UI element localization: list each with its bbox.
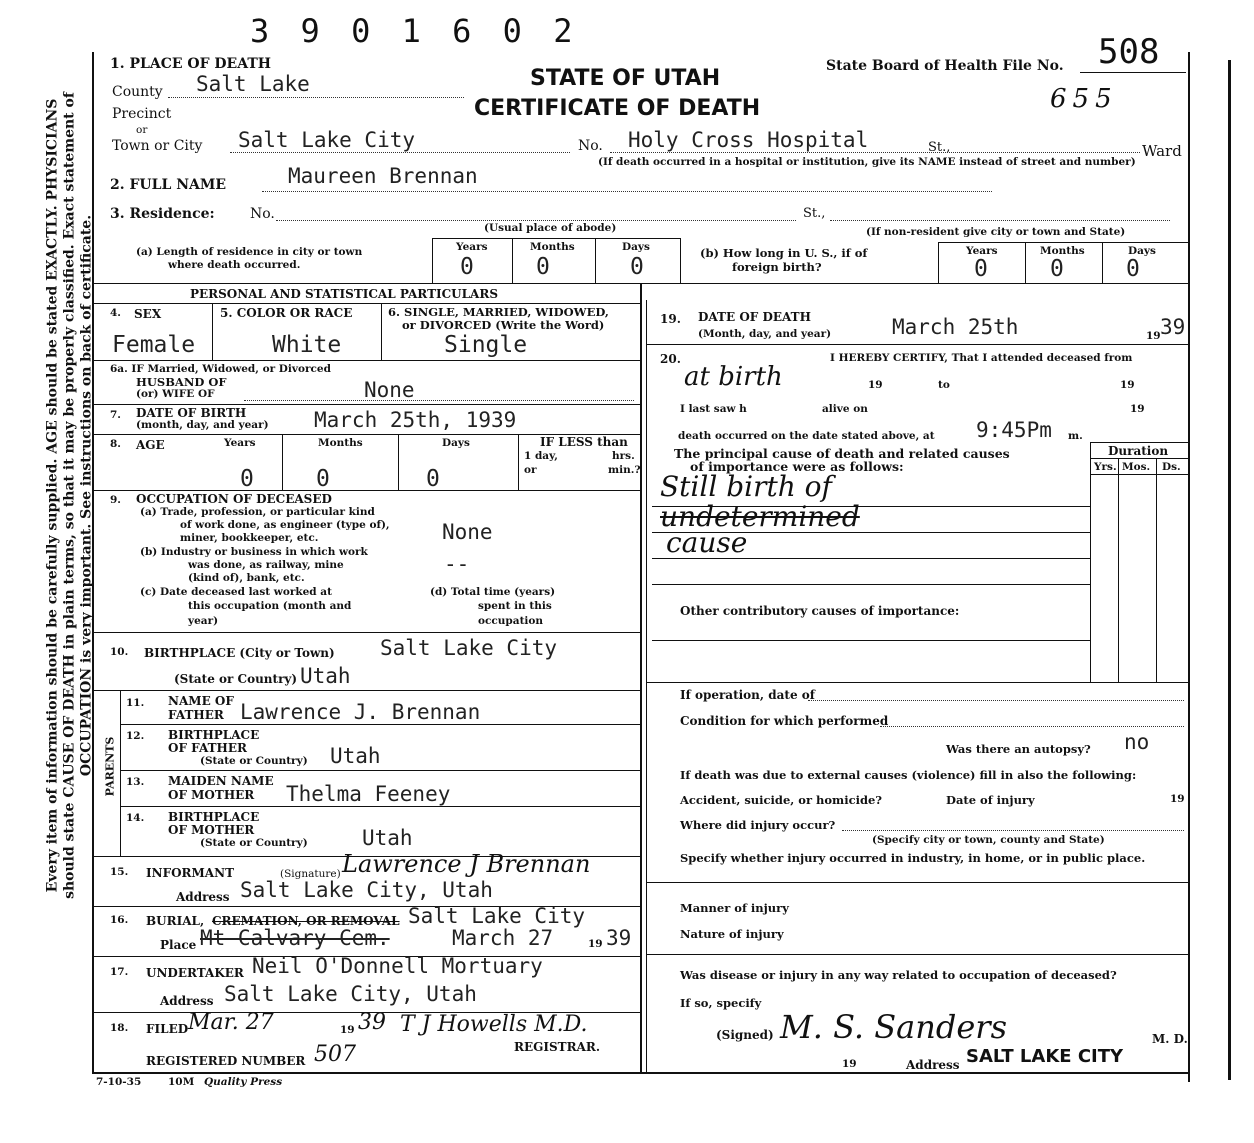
parents-label: PARENTS <box>103 736 117 797</box>
occ-b2: was done, as railway, mine <box>188 559 344 571</box>
other-causes: Other contributory causes of importance: <box>680 604 960 618</box>
certify-text: I HEREBY CERTIFY, That I attended deceased from <box>830 352 1133 364</box>
us-label-a: (b) How long in U. S., if of <box>700 246 868 260</box>
operation: If operation, date of <box>680 688 815 702</box>
less-label-a: IF LESS than <box>540 435 628 449</box>
undertaker-address-label: Address <box>160 994 214 1008</box>
county-value: Salt Lake <box>196 72 310 96</box>
num-7: 7. <box>110 409 121 421</box>
autopsy-value: no <box>1124 730 1150 754</box>
occ-a1: (a) Trade, profession, or particular kind <box>140 506 375 518</box>
or-label: or <box>136 124 148 136</box>
cause-2: undetermined <box>660 500 860 533</box>
num-4: 4. <box>110 307 121 319</box>
occ-c3: year) <box>188 615 219 627</box>
res-months-label: Months <box>530 241 575 253</box>
dob-label-b: (month, day, and year) <box>136 419 269 431</box>
mother-label-a: MAIDEN NAME <box>168 774 274 788</box>
md-label: M. D. <box>1152 1032 1188 1046</box>
occ-label: OCCUPATION OF DECEASED <box>136 492 332 506</box>
color-value: White <box>272 332 342 358</box>
where-injury: Where did injury occur? <box>680 818 836 832</box>
doc-subtitle: CERTIFICATE OF DEATH <box>474 96 761 121</box>
occ-d1: (d) Total time (years) <box>430 586 556 598</box>
res-days: 0 <box>630 254 644 280</box>
occ-d3: occupation <box>478 615 544 627</box>
registrar-label: REGISTRAR. <box>514 1040 601 1054</box>
occ-a-value: None <box>442 520 493 544</box>
nature: Nature of injury <box>680 927 784 941</box>
footer-code: 7-10-35 <box>96 1076 142 1088</box>
us-days: 0 <box>1126 256 1140 282</box>
full-name-label: 2. FULL NAME <box>110 177 227 193</box>
less-label-b: 1 day, <box>524 450 558 462</box>
side-instructions: Every item of information should be carefully supplied. AGE should be stated EXACTLY. PHYSICIANS should state CAUSE OF DEATH in plain terms, so that it may be properly classified. Exact statement of OCCUPATION is very important. See instructions on back of certificate. <box>44 92 95 899</box>
informant-label: INFORMANT <box>146 866 235 880</box>
spouse-label-b: HUSBAND OF <box>136 375 227 389</box>
full-name-value: Maureen Brennan <box>288 164 478 188</box>
if-so: If so, specify <box>680 996 762 1010</box>
color-label: 5. COLOR OR RACE <box>220 306 353 320</box>
precinct-label: Precinct <box>112 106 172 122</box>
manner: Manner of injury <box>680 901 789 915</box>
birthplace-state-label: (State or Country) <box>174 672 298 686</box>
duration-yrs: Yrs. <box>1094 461 1117 473</box>
scan-edge <box>1228 60 1231 1080</box>
autopsy-label: Was there an autopsy? <box>946 742 1091 756</box>
physician-signature: M. S. Sanders <box>780 1008 1007 1046</box>
num-19: 19. <box>660 312 681 326</box>
county-label: County <box>112 84 163 100</box>
burial-place: Salt Lake City <box>408 904 586 928</box>
death-stmt: death occurred on the date stated above, at <box>678 430 935 442</box>
occ-c1: (c) Date deceased last worked at <box>140 586 332 598</box>
father-label-b: FATHER <box>168 708 224 722</box>
frame-right <box>1188 52 1190 1082</box>
num-11: 11. <box>126 697 145 709</box>
death-date: March 25th <box>892 315 1019 339</box>
informant-address-label: Address <box>176 890 230 904</box>
age-years: 0 <box>240 466 254 492</box>
fbirth-label-b: OF FATHER <box>168 741 248 755</box>
mbirth-label-b: OF MOTHER <box>168 823 255 837</box>
death-year-prefix: 19 <box>1146 330 1161 342</box>
fbirth-label-a: BIRTHPLACE <box>168 728 260 742</box>
birthplace-city: Salt Lake City <box>380 636 558 660</box>
num-13: 13. <box>126 776 145 788</box>
undertaker-label: UNDERTAKER <box>146 966 244 980</box>
occ-a2: of work done, as engineer (type of), <box>180 519 390 531</box>
footer-press: Quality Press <box>204 1076 283 1088</box>
num-8: 8. <box>110 438 121 450</box>
father-value: Lawrence J. Brennan <box>240 700 481 724</box>
mbirth-label-a: BIRTHPLACE <box>168 810 260 824</box>
town-value: Salt Lake City <box>238 128 416 152</box>
age-months-label: Months <box>318 437 363 449</box>
spouse-label-c: (or) WIFE OF <box>136 388 215 400</box>
occ-b3: (kind of), bank, etc. <box>188 572 305 584</box>
condition: Condition for which performed <box>680 714 889 728</box>
us-label-b: foreign birth? <box>732 260 822 274</box>
injury-19: 19 <box>1170 793 1185 805</box>
place-note: (If death occurred in a hospital or institution, give its NAME instead of street and number) <box>598 156 1136 168</box>
burial-year-prefix: 19 <box>588 938 603 950</box>
num-12: 12. <box>126 730 145 742</box>
occ-a3: miner, bookkeeper, etc. <box>180 532 319 544</box>
num-14: 14. <box>126 812 145 824</box>
time-suffix: m. <box>1068 430 1083 442</box>
length-label-b: where death occurred. <box>168 259 301 271</box>
death-year: 39 <box>1160 315 1186 339</box>
certificate-number: 3 9 0 1 6 0 2 <box>250 12 579 50</box>
burial-struck: CREMATION, OR REMOVAL <box>212 914 400 928</box>
usual-note: (Usual place of abode) <box>484 222 617 234</box>
institution-value: Holy Cross Hospital <box>628 128 869 152</box>
res-years: 0 <box>460 254 474 280</box>
accident: Accident, suicide, or homicide? <box>680 793 883 807</box>
footer-qty: 10M <box>168 1076 195 1088</box>
place-label: Place <box>160 938 197 952</box>
spouse-label-a: 6a. IF Married, Widowed, or Divorced <box>110 363 331 375</box>
burial-cemetery: Mt Calvary Cem. <box>200 926 390 950</box>
res-months: 0 <box>536 254 550 280</box>
marital-label-a: 6. SINGLE, MARRIED, WIDOWED, <box>388 305 609 319</box>
date-injury: Date of injury <box>946 793 1035 807</box>
ward-label: Ward <box>1142 142 1182 160</box>
dob-value: March 25th, 1939 <box>314 408 517 432</box>
file-no-handwritten: 655 <box>1050 84 1118 114</box>
res-days-label: Days <box>622 241 650 253</box>
registrar-signature: T J Howells M.D. <box>400 1012 588 1037</box>
us-years: 0 <box>974 256 988 282</box>
num-16: 16. <box>110 914 129 926</box>
us-years-label: Years <box>966 245 998 257</box>
mbirth-label-c: (State or Country) <box>200 837 308 849</box>
num-20: 20. <box>660 352 681 366</box>
burial-label: BURIAL, <box>146 914 205 928</box>
occupation-q: Was disease or injury in any way related to occupation of deceased? <box>680 968 1117 982</box>
residence-label: 3. Residence: <box>110 206 215 222</box>
num-10: 10. <box>110 646 129 658</box>
occ-d2: spent in this <box>478 600 552 612</box>
principal-b: of importance were as follows: <box>690 459 904 474</box>
burial-date: March 27 <box>452 926 554 950</box>
cause-1: Still birth of <box>660 470 832 503</box>
less-label-d: or <box>524 464 537 476</box>
mother-value: Thelma Feeney <box>286 782 451 806</box>
occ-c2: this occupation (month and <box>188 600 352 612</box>
signature-label: (Signature) <box>280 868 341 880</box>
principal-a: The principal cause of death and related causes <box>674 446 1010 461</box>
external: If death was due to external causes (violence) fill in also the following: <box>680 768 1137 782</box>
burial-year: 39 <box>606 926 632 950</box>
attended-from: at birth <box>684 362 783 392</box>
attend-19b: 19 <box>1120 379 1135 391</box>
us-days-label: Days <box>1128 245 1156 257</box>
lastsaw-19: 19 <box>1130 403 1145 415</box>
father-birthplace: Utah <box>330 744 381 768</box>
st-label: St., <box>928 140 951 155</box>
cause-3: cause <box>666 526 748 559</box>
duration-label: Duration <box>1108 444 1169 458</box>
age-label: AGE <box>136 438 165 452</box>
father-label-a: NAME OF <box>168 694 234 708</box>
marital-label-b: or DIVORCED (Write the Word) <box>402 318 605 332</box>
attend-to: to <box>938 379 950 391</box>
last-saw: I last saw h <box>680 403 747 415</box>
signed-label: (Signed) <box>716 1028 774 1042</box>
specify-note: (Specify city or town, county and State) <box>872 834 1105 846</box>
filed-year-prefix: 19 <box>340 1024 355 1036</box>
place-label: 1. PLACE OF DEATH <box>110 56 271 72</box>
death-date-label-a: DATE OF DEATH <box>698 310 811 324</box>
alive-on: alive on <box>822 403 868 415</box>
marital-value: Single <box>444 332 528 358</box>
undertaker-address: Salt Lake City, Utah <box>224 982 477 1006</box>
death-time: 9:45Pm <box>976 418 1052 442</box>
death-date-label-b: (Month, day, and year) <box>698 328 832 340</box>
personal-header: PERSONAL AND STATISTICAL PARTICULARS <box>190 287 499 301</box>
mother-label-b: OF MOTHER <box>168 788 255 802</box>
registered-number-label: REGISTERED NUMBER <box>146 1054 306 1068</box>
res-years-label: Years <box>456 241 488 253</box>
residence-no-label: No. <box>250 206 275 222</box>
age-days: 0 <box>426 466 440 492</box>
doc-title: STATE OF UTAH <box>530 66 721 91</box>
specify-where: Specify whether injury occurred in industry, in home, or in public place. <box>680 851 1146 865</box>
filed-label: FILED <box>146 1022 189 1036</box>
spouse-value: None <box>364 378 415 402</box>
informant-signature: Lawrence J Brennan <box>342 850 591 878</box>
length-label-a: (a) Length of residence in city or town <box>136 246 363 258</box>
attend-19: 19 <box>868 379 883 391</box>
sex-value: Female <box>112 332 196 358</box>
file-no-label: State Board of Health File No. <box>826 58 1064 74</box>
address-label-right: Address <box>906 1058 960 1072</box>
no-label: No. <box>578 138 603 154</box>
num-18: 18. <box>110 1022 129 1034</box>
filed-date: Mar. 27 <box>188 1010 274 1035</box>
residence-st-label: St., <box>803 206 826 221</box>
birthplace-label: BIRTHPLACE (City or Town) <box>144 646 335 660</box>
fbirth-label-c: (State or Country) <box>200 755 308 767</box>
age-years-label: Years <box>224 437 256 449</box>
registered-number: 507 <box>314 1042 356 1067</box>
age-days-label: Days <box>442 437 470 449</box>
duration-ds: Ds. <box>1162 461 1181 473</box>
filed-year: 39 <box>358 1010 386 1035</box>
less-label-c: hrs. <box>612 450 635 462</box>
birthplace-state: Utah <box>300 664 351 688</box>
num-15: 15. <box>110 866 129 878</box>
num-9: 9. <box>110 494 121 506</box>
dob-label-a: DATE OF BIRTH <box>136 406 247 420</box>
occ-b1: (b) Industry or business in which work <box>140 546 368 558</box>
less-label-e: min.? <box>608 464 641 476</box>
undertaker-value: Neil O'Donnell Mortuary <box>252 954 543 978</box>
nonresident-note: (If non-resident give city or town and State) <box>866 226 1126 238</box>
informant-address: Salt Lake City, Utah <box>240 878 493 902</box>
us-months-label: Months <box>1040 245 1085 257</box>
town-label: Town or City <box>112 138 203 154</box>
mother-birthplace: Utah <box>362 826 413 850</box>
occ-b-value: -- <box>444 552 470 576</box>
us-months: 0 <box>1050 256 1064 282</box>
duration-mos: Mos. <box>1122 461 1151 473</box>
signed-19: 19 <box>842 1058 857 1070</box>
sex-label: SEX <box>134 307 162 321</box>
file-no: 508 <box>1098 32 1160 72</box>
physician-address: SALT LAKE CITY <box>966 1046 1124 1067</box>
num-17: 17. <box>110 966 129 978</box>
age-months: 0 <box>316 466 330 492</box>
